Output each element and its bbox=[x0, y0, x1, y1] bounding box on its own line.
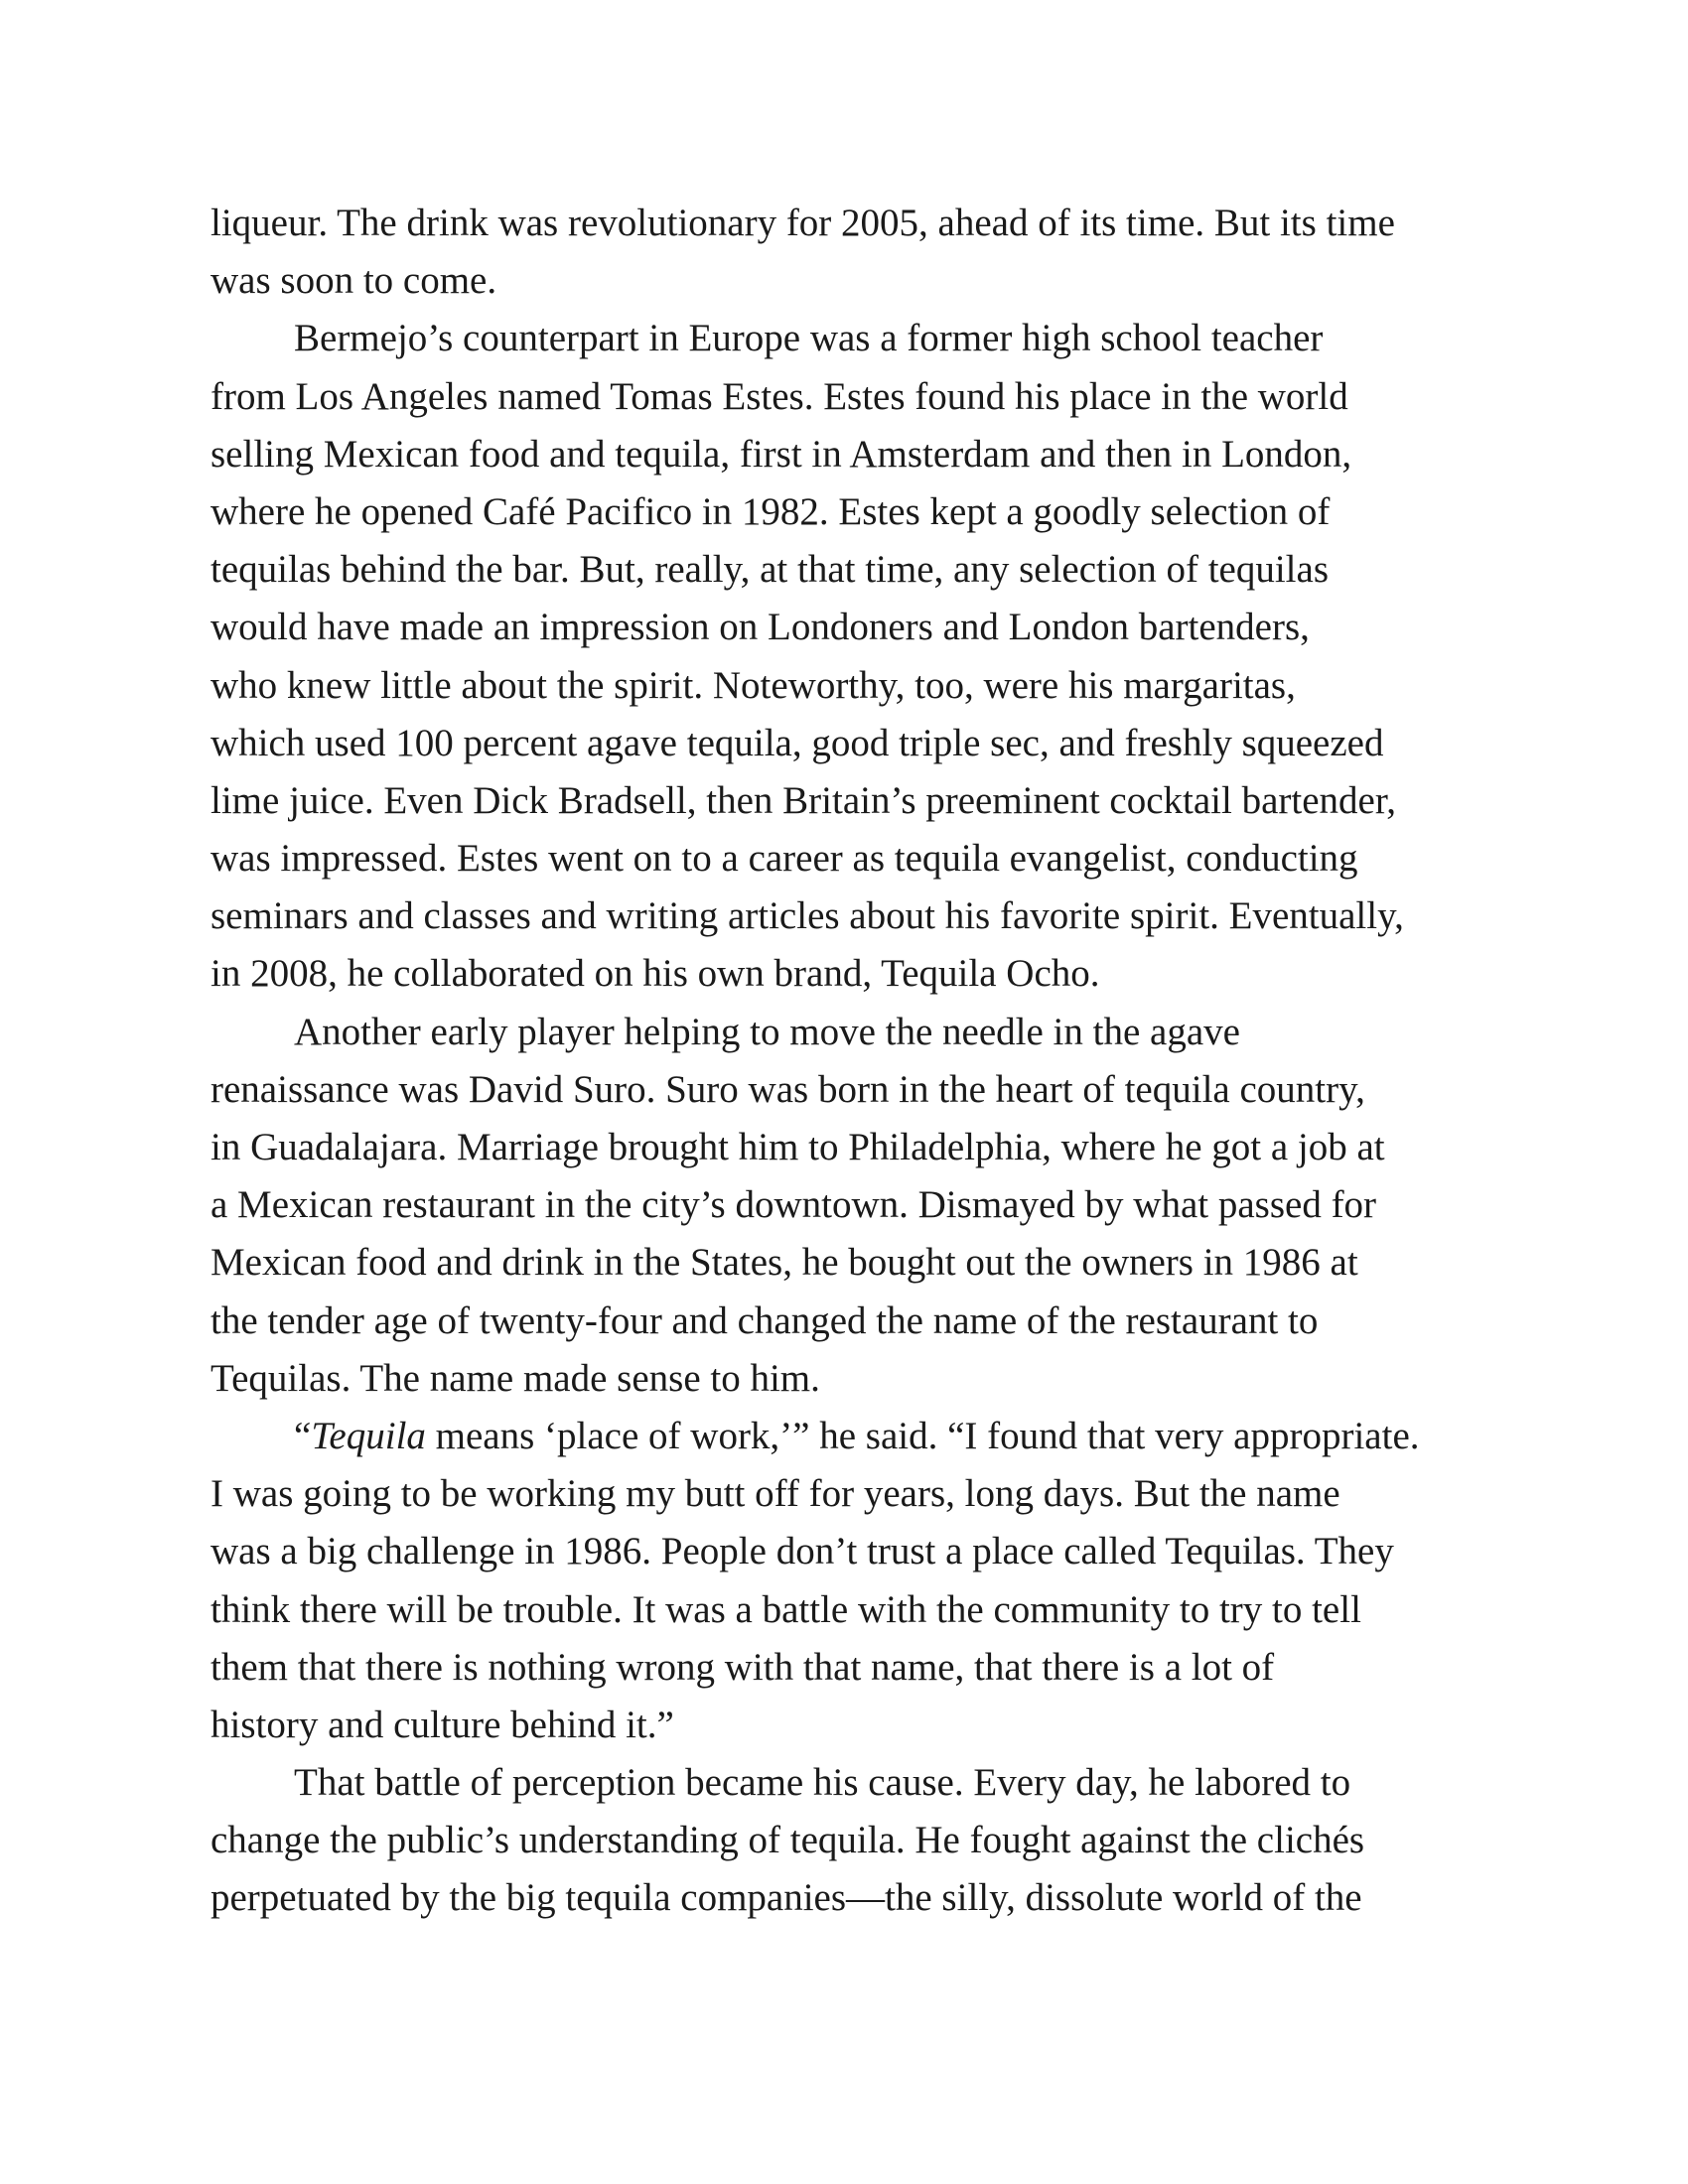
text-line: Tequilas. The name made sense to him. bbox=[211, 1356, 820, 1400]
text-line: where he opened Café Pacifico in 1982. Estes kept a goodly selection of bbox=[211, 489, 1331, 533]
text-line: history and culture behind it.” bbox=[211, 1703, 674, 1746]
text-line: think there will be trouble. It was a battle with the community to try to tell bbox=[211, 1587, 1361, 1631]
quote-line-rest: means ‘place of work,’” he said. “I found that very appropriate. bbox=[425, 1414, 1420, 1457]
text-line: was soon to come. bbox=[211, 259, 497, 303]
text-line: in Guadalajara. Marriage brought him to Philadelphia, where he got a job at bbox=[211, 1126, 1385, 1168]
body-text bbox=[211, 195, 1501, 1928]
text-line: I was going to be working my butt off for years, long days. But the name bbox=[211, 1472, 1340, 1516]
quote-open-mark: “ bbox=[294, 1414, 312, 1457]
text-line: in 2008, he collaborated on his own brand, Tequila Ocho. bbox=[211, 952, 1100, 996]
book-page bbox=[211, 195, 1501, 1928]
paragraph-start-line: That battle of perception became his cause. Every day, he labored to bbox=[294, 1761, 1351, 1805]
text-line: selling Mexican food and tequila, first in Amsterdam and then in London, bbox=[211, 432, 1352, 476]
text-line: Mexican food and drink in the States, he bought out the owners in 1986 at bbox=[211, 1241, 1358, 1285]
text-line: perpetuated by the big tequila companies—the silly, dissolute world of the bbox=[211, 1876, 1362, 1920]
paragraph-start-line: Bermejo’s counterpart in Europe was a former high school teacher bbox=[294, 317, 1324, 360]
text-line: was a big challenge in 1986. People don’t trust a place called Tequilas. They bbox=[211, 1530, 1394, 1573]
italic-word: Tequila bbox=[311, 1414, 426, 1457]
text-line: renaissance was David Suro. Suro was born in the heart of tequila country, bbox=[211, 1067, 1365, 1111]
text-line: change the public’s understanding of tequila. He fought against the clichés bbox=[211, 1819, 1365, 1862]
text-line: which used 100 percent agave tequila, good triple sec, and freshly squeezed bbox=[211, 721, 1384, 764]
text-line: from Los Angeles named Tomas Estes. Estes found his place in the world bbox=[211, 374, 1348, 418]
text-line: lime juice. Even Dick Bradsell, then Britain’s preeminent cocktail bartender, bbox=[211, 778, 1397, 822]
text-line: would have made an impression on Londoners and London bartenders, bbox=[211, 606, 1310, 649]
text-line: seminars and classes and writing articles about his favorite spirit. Eventually, bbox=[211, 894, 1404, 938]
quote-paragraph-start-line bbox=[211, 1408, 1501, 1465]
text-line: the tender age of twenty-four and changed the name of the restaurant to bbox=[211, 1298, 1319, 1342]
text-line: tequilas behind the bar. But, really, at that time, any selection of tequilas bbox=[211, 548, 1329, 592]
text-line: liqueur. The drink was revolutionary for 2005, ahead of its time. But its time bbox=[211, 202, 1395, 244]
text-line: a Mexican restaurant in the city’s downtown. Dismayed by what passed for bbox=[211, 1183, 1377, 1227]
text-line: them that there is nothing wrong with that name, that there is a lot of bbox=[211, 1645, 1275, 1689]
text-line: who knew little about the spirit. Noteworthy, too, were his margaritas, bbox=[211, 663, 1296, 707]
paragraph-start-line: Another early player helping to move the needle in the agave bbox=[294, 1010, 1240, 1053]
text-line: was impressed. Estes went on to a career as tequila evangelist, conducting bbox=[211, 837, 1358, 881]
